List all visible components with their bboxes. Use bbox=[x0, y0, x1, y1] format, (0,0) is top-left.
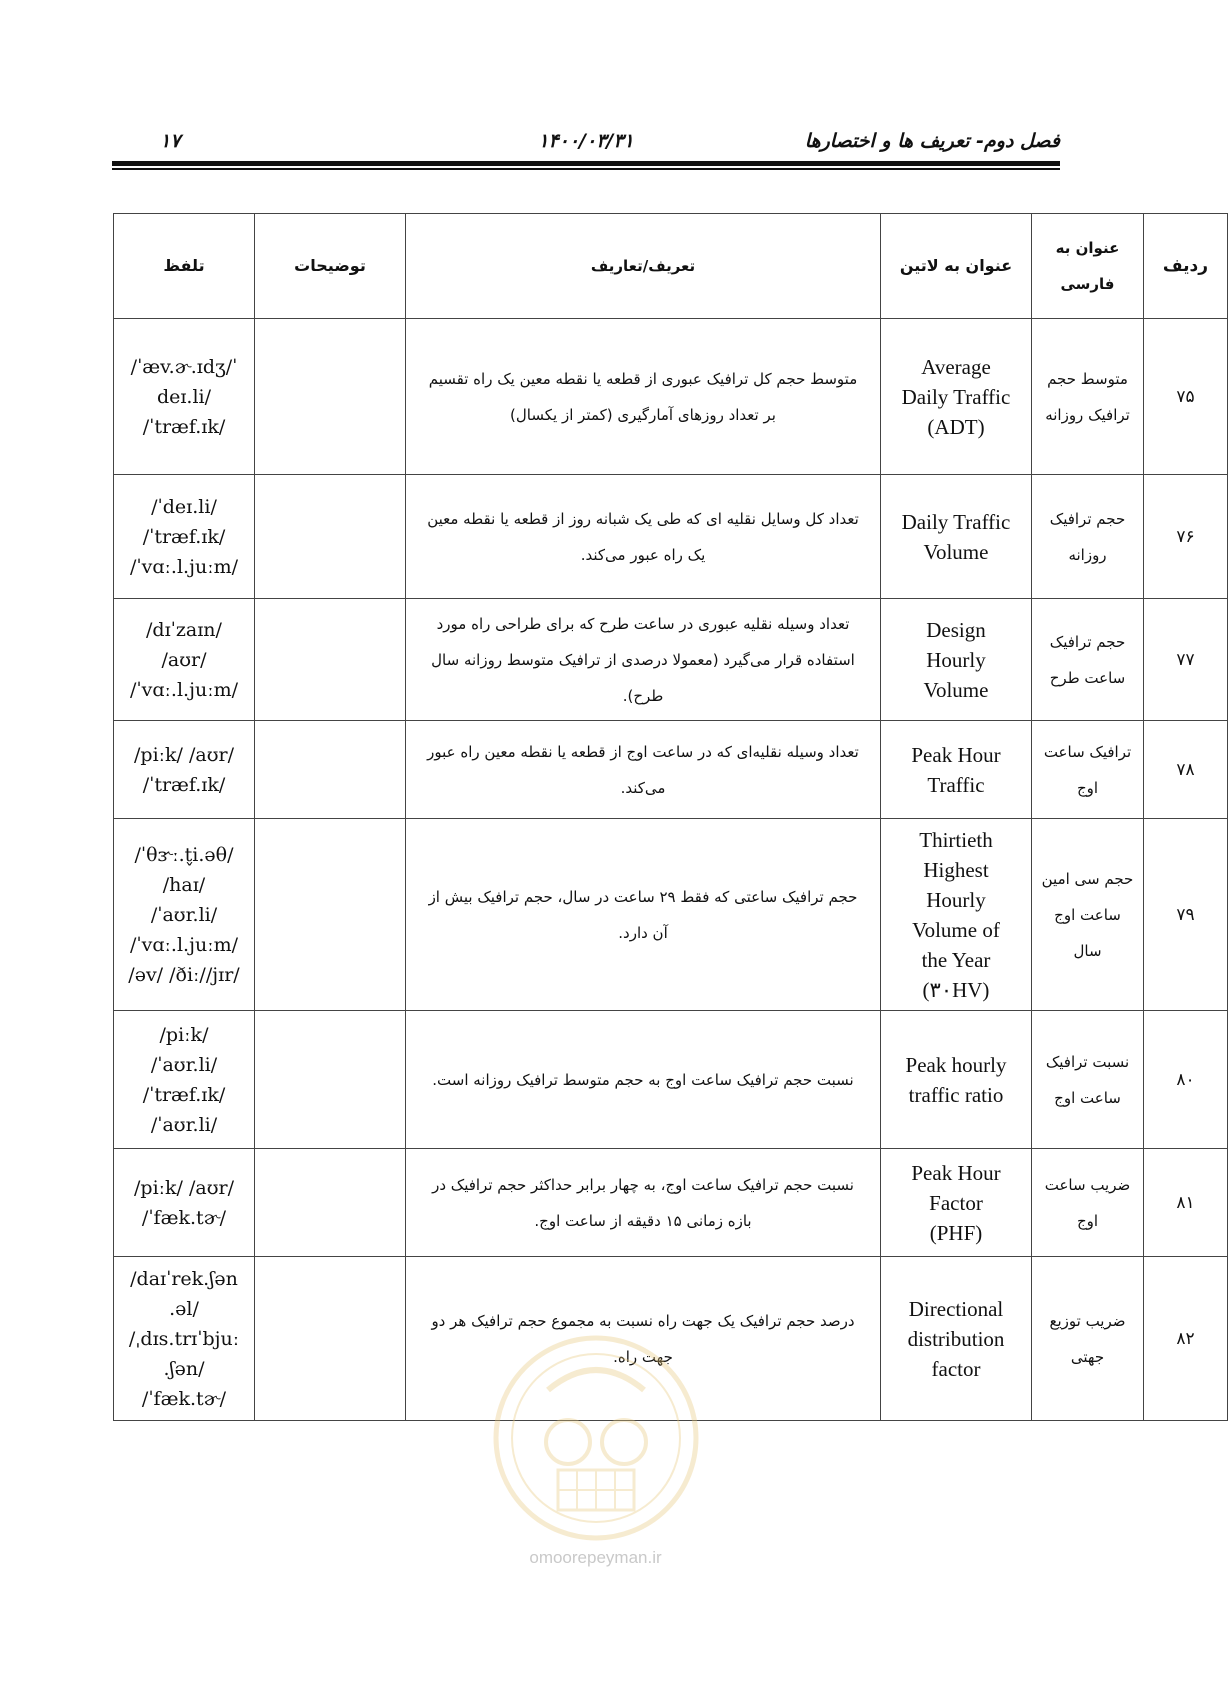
table-row bbox=[114, 1149, 1228, 1257]
latin-title-text: Daily Traffic Volume bbox=[901, 509, 1011, 564]
definition: نسبت حجم ترافیک ساعت اوج به حجم متوسط ترافیک روزانه است. bbox=[406, 1011, 881, 1149]
page-header bbox=[112, 130, 1060, 158]
pronunciation: /piːk/ /aʊr/ /ˈtræf.ɪk/ bbox=[114, 721, 255, 819]
persian-title: ضریب توزیع جهتی bbox=[1032, 1257, 1144, 1421]
latin-title-text: Thirtieth Highest Hourly Volume of the Year (۳۰HV) bbox=[912, 827, 1000, 1002]
pronunciation: /ˈdeɪ.li/ /ˈtræf.ɪk/ /ˈvɑː.l.juːm/ bbox=[114, 475, 255, 599]
row-number: ۷۵ bbox=[1144, 319, 1228, 475]
header-rule-thin bbox=[112, 168, 1060, 170]
latin-title bbox=[881, 319, 1032, 475]
definition: حجم ترافیک ساعتی که فقط ۲۹ ساعت در سال، حجم ترافیک بیش از آن دارد. bbox=[406, 819, 881, 1011]
latin-title-text: Peak hourly traffic ratio bbox=[905, 1052, 1007, 1107]
description bbox=[255, 1011, 406, 1149]
latin-title bbox=[881, 1257, 1032, 1421]
header-pronunciation: تلفظ bbox=[114, 214, 255, 319]
persian-title: حجم سی امین ساعت اوج سال bbox=[1032, 819, 1144, 1011]
pronunciation: /piːk/ /ˈaʊr.li/ /ˈtræf.ɪk/ /ˈaʊr.li/ bbox=[114, 1011, 255, 1149]
latin-title-text: Design Hourly Volume bbox=[923, 617, 989, 702]
latin-title bbox=[881, 475, 1032, 599]
definition: تعداد کل وسایل نقلیه ای که طی یک شبانه روز از قطعه یا نقطه معین یک راه عبور می‌کند. bbox=[406, 475, 881, 599]
persian-title: حجم ترافیک روزانه bbox=[1032, 475, 1144, 599]
table-row bbox=[114, 721, 1228, 819]
latin-title bbox=[881, 819, 1032, 1011]
header-description: توضیحات bbox=[255, 214, 406, 319]
latin-title-text: Peak Hour Traffic bbox=[911, 742, 1001, 797]
latin-title-text: Directional distribution factor bbox=[907, 1296, 1005, 1381]
row-number: ۸۱ bbox=[1144, 1149, 1228, 1257]
header-definition: تعریف/تعاریف bbox=[406, 214, 881, 319]
header-persian-title: عنوان به فارسی bbox=[1032, 214, 1144, 319]
row-number: ۷۷ bbox=[1144, 599, 1228, 721]
table-row bbox=[114, 1257, 1228, 1421]
latin-title-text: Average Daily Traffic (ADT) bbox=[901, 354, 1011, 439]
definition: متوسط حجم کل ترافیک عبوری از قطعه یا نقطه معین یک راه تقسیم بر تعداد روزهای آمارگیری (کمتر از یکسال) bbox=[406, 319, 881, 475]
pronunciation: /ˈθɝː.t̬i.əθ/ /haɪ/ /ˈaʊr.li/ /ˈvɑː.l.juːm/ /əv/ /ðiː//jɪr/ bbox=[114, 819, 255, 1011]
description bbox=[255, 1257, 406, 1421]
pronunciation: /ˈæv.ɚ.ɪdʒ/ˈ deɪ.li/ /ˈtræf.ɪk/ bbox=[114, 319, 255, 475]
pronunciation: /piːk/ /aʊr/ /ˈfæk.tɚ/ bbox=[114, 1149, 255, 1257]
latin-title-text: Peak Hour Factor (PHF) bbox=[911, 1160, 1001, 1245]
pronunciation: /daɪˈrek.ʃən .əl/ /ˌdɪs.trɪˈbjuː .ʃən/ /ˈfæk.tɚ/ bbox=[114, 1257, 255, 1421]
row-number: ۷۶ bbox=[1144, 475, 1228, 599]
header-latin-title: عنوان به لاتین bbox=[881, 214, 1032, 319]
persian-title: حجم ترافیک ساعت طرح bbox=[1032, 599, 1144, 721]
row-number: ۸۰ bbox=[1144, 1011, 1228, 1149]
document-date: ۱۴۰۰/۰۳/۳۱ bbox=[538, 130, 634, 152]
definition: تعداد وسیله نقلیه‌ای که در ساعت اوج از قطعه یا نقطه معین راه عبور می‌کند. bbox=[406, 721, 881, 819]
row-number: ۸۲ bbox=[1144, 1257, 1228, 1421]
description bbox=[255, 599, 406, 721]
definition: تعداد وسیله نقلیه عبوری در ساعت طرح که برای طراحی راه مورد استفاده قرار می‌گیرد (معمولا درصدی از ترافیک متوسط روزانه سال طرح). bbox=[406, 599, 881, 721]
row-number: ۷۸ bbox=[1144, 721, 1228, 819]
page-number: ۱۷ bbox=[160, 130, 181, 152]
description bbox=[255, 319, 406, 475]
latin-title bbox=[881, 1011, 1032, 1149]
persian-title: متوسط حجم ترافیک روزانه bbox=[1032, 319, 1144, 475]
table-row bbox=[114, 475, 1228, 599]
description bbox=[255, 475, 406, 599]
description bbox=[255, 721, 406, 819]
chapter-title: فصل دوم- تعریف ها و اختصارها bbox=[804, 130, 1060, 152]
persian-title: ترافیک ساعت اوج bbox=[1032, 721, 1144, 819]
pronunciation: /dɪˈzaɪn/ /aʊr/ /ˈvɑː.l.juːm/ bbox=[114, 599, 255, 721]
table-row bbox=[114, 1011, 1228, 1149]
row-number: ۷۹ bbox=[1144, 819, 1228, 1011]
latin-title bbox=[881, 1149, 1032, 1257]
table-row bbox=[114, 819, 1228, 1011]
header-row-number: ردیف bbox=[1144, 214, 1228, 319]
definition: درصد حجم ترافیک یک جهت راه نسبت به مجموع حجم ترافیک هر دو جهت راه. bbox=[406, 1257, 881, 1421]
table-row bbox=[114, 599, 1228, 721]
header-rule-thick bbox=[112, 161, 1060, 166]
latin-title bbox=[881, 721, 1032, 819]
persian-title: نسبت ترافیک ساعت اوج bbox=[1032, 1011, 1144, 1149]
definition: نسبت حجم ترافیک ساعت اوج، به چهار برابر حداکثر حجم ترافیک در بازه زمانی ۱۵ دقیقه از ساعت اوج. bbox=[406, 1149, 881, 1257]
definitions-table bbox=[113, 213, 1228, 1421]
watermark-text: omoorepeyman.ir bbox=[529, 1548, 662, 1567]
latin-title bbox=[881, 599, 1032, 721]
description bbox=[255, 819, 406, 1011]
table-row bbox=[114, 319, 1228, 475]
table-header-row bbox=[114, 214, 1228, 319]
description bbox=[255, 1149, 406, 1257]
persian-title: ضریب ساعت اوج bbox=[1032, 1149, 1144, 1257]
